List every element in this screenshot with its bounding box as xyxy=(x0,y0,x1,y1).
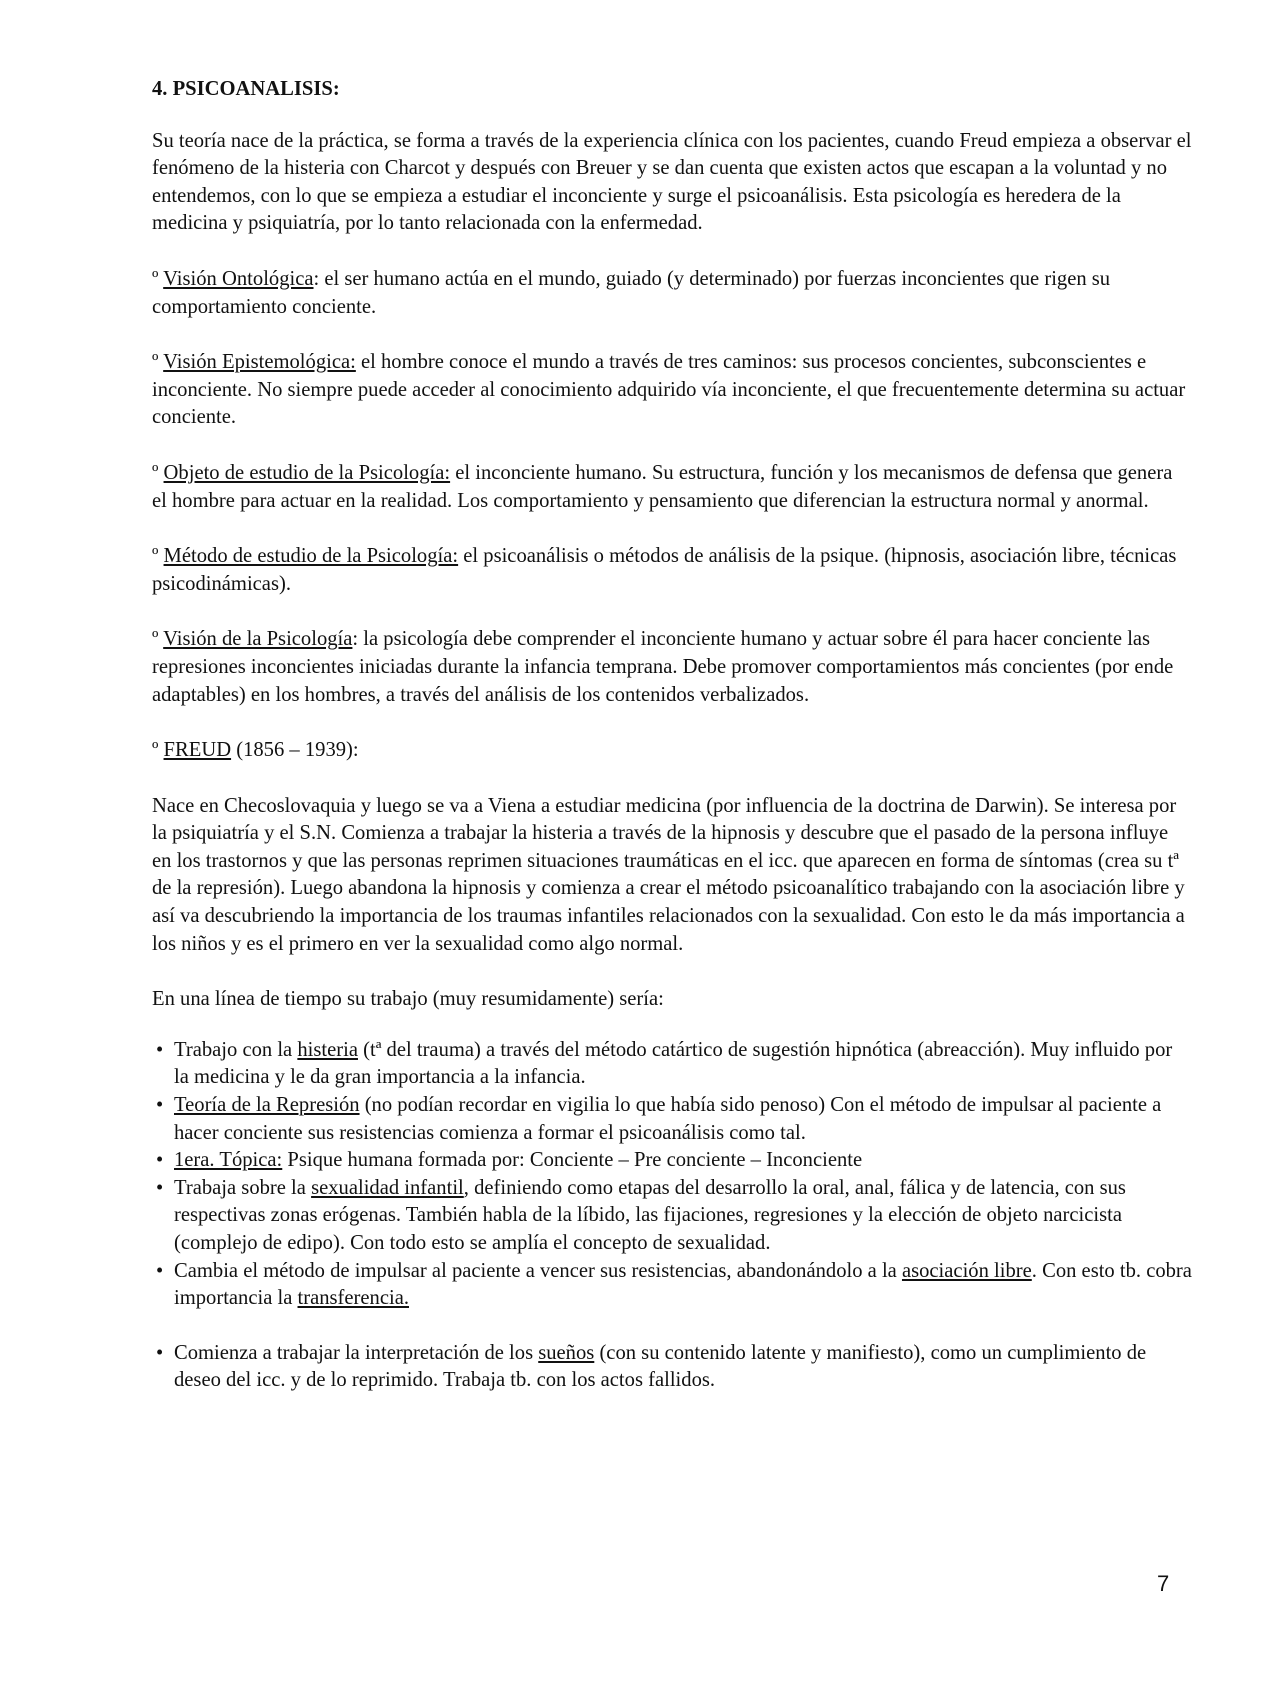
epistemological-view-text: el hombre conoce el mundo a través de tres caminos: sus procesos concientes, subconscientes e inconciente. No siempre puede acceder al conocimiento adquirido vía inconciente, el que frecuentemente determina su actuar conciente. xyxy=(152,351,1186,429)
bullet-icon: • xyxy=(156,1038,164,1061)
paragraph-marker: º xyxy=(152,267,164,290)
bullet-icon: • xyxy=(156,1149,164,1172)
ontological-view-label: Visión Ontológica xyxy=(163,267,314,290)
paragraph-marker: º xyxy=(152,739,164,762)
study-object-text: el inconciente humano. Su estructura, función y los mecanismos de defensa que genera el hombre para actuar en la realidad. Los comportamiento y pensamiento que diferencian la estructura normal y anormal. xyxy=(152,461,1173,512)
list-item-text: , definiendo como etapas del desarrollo la oral, anal, fálica y de latencia, con sus respectivas zonas erógenas. También habla de la líbido, las fijaciones, regresiones y la elección de objeto narcicista (complejo de edipo). Con todo esto se amplía el concepto de sexualidad. xyxy=(174,1176,1126,1254)
bullet-icon: • xyxy=(156,1341,164,1364)
psychology-view-label: Visión de la Psicología xyxy=(163,628,353,651)
list-item-text: Trabajo con la xyxy=(174,1038,298,1061)
list-item xyxy=(152,1037,1192,1092)
study-method-label: Método de estudio de la Psicología: xyxy=(163,545,459,568)
list-item-text: (con su contenido latente y manifiesto), como un cumplimiento de deseo del icc. y de lo reprimido. Trabaja tb. con los actos fallidos. xyxy=(174,1341,1147,1392)
section-title: 4. PSICOANALISIS: xyxy=(152,78,340,100)
list-item-underlined: transferencia. xyxy=(297,1287,409,1310)
list-item xyxy=(152,1340,1192,1395)
study-object-label: Objeto de estudio de la Psicología: xyxy=(163,461,451,484)
intro-paragraph: Su teoría nace de la práctica, se forma a través de la experiencia clínica con los pacientes, cuando Freud empieza a observar el fenómeno de la histeria con Charcot y después con Breuer y se dan cuenta que existen actos que escapan a la voluntad y no entendemos, con lo que se empieza a estudiar el inconciente y surge el psicoanálisis. Esta psicología es heredera de la medicina y psiquiatría, por lo tanto relacionada con la enfermedad. xyxy=(152,129,1192,235)
document-body xyxy=(152,76,1192,1395)
paragraph-marker: º xyxy=(152,628,164,651)
list-item-underlined: histeria xyxy=(297,1038,358,1061)
page-number: 7 xyxy=(1157,1571,1170,1596)
list-item-text: Cambia el método de impulsar al paciente a vencer sus resistencias, abandonándolo a la xyxy=(174,1259,902,1282)
list-item-text: (tª del trauma) a través del método catártico de sugestión hipnótica (abreacción). Muy influido por la medicina y le da gran importancia a la infancia. xyxy=(174,1038,1173,1089)
list-item-text: Trabaja sobre la xyxy=(174,1176,312,1199)
list-item-underlined: 1era. Tópica: xyxy=(174,1149,283,1172)
study-object-paragraph xyxy=(152,460,1192,515)
freud-heading xyxy=(152,737,1192,765)
freud-biography-paragraph: Nace en Checoslovaquia y luego se va a Viena a estudiar medicina (por influencia de la doctrina de Darwin). Se interesa por la psiquiatría y el S.N. Comienza a trabajar la histeria a través de la hipnosis y descubre que el pasado de la persona influye en los trastornos y que las personas reprimen situaciones traumáticas en el icc. que aparecen en forma de síntomas (crea su tª de la represión). Luego abandona la hipnosis y comienza a crear el método psicoanalítico trabajando con la asociación libre y así va descubriendo la importancia de los traumas infantiles relacionados con la sexualidad. Con esto le da más importancia a los niños y es el primero en ver la sexualidad como algo normal. xyxy=(152,794,1185,955)
paragraph-marker: º xyxy=(152,351,164,374)
bullet-icon: • xyxy=(156,1094,164,1117)
paragraph-marker: º xyxy=(152,545,164,568)
freud-dates: (1856 – 1939): xyxy=(231,739,359,762)
list-item-text: . Con esto tb. cobra importancia la xyxy=(174,1259,1192,1310)
epistemological-view-paragraph xyxy=(152,349,1192,432)
bullet-icon: • xyxy=(156,1176,164,1199)
freud-label: FREUD xyxy=(163,739,232,762)
psychology-view-text: : la psicología debe comprender el inconciente humano y actuar sobre él para hacer conciente las represiones inconcientes iniciadas durante la infancia temprana. Debe promover comportamientos más concientes (por ende adaptables) en los hombres, a través del análisis de los contenidos verbalizados. xyxy=(152,628,1174,706)
list-item xyxy=(152,1147,1192,1175)
list-item-text: Psique humana formada por: Conciente – Pre conciente – Inconciente xyxy=(282,1149,863,1172)
paragraph-marker: º xyxy=(152,461,164,484)
ontological-view-text: : el ser humano actúa en el mundo, guiado (y determinado) por fuerzas inconcientes que rigen su comportamiento conciente. xyxy=(152,267,1111,318)
list-item xyxy=(152,1092,1192,1147)
ontological-view-paragraph xyxy=(152,266,1192,321)
psychology-view-paragraph xyxy=(152,626,1192,709)
list-item-underlined: Teoría de la Represión xyxy=(174,1094,360,1117)
list-item xyxy=(152,1258,1192,1313)
study-method-text: el psicoanálisis o métodos de análisis de la psique. (hipnosis, asociación libre, técnicas psicodinámicas). xyxy=(152,545,1177,595)
epistemological-view-label: Visión Epistemológica: xyxy=(163,351,356,374)
list-item-underlined: sueños xyxy=(538,1341,595,1364)
list-item-underlined: sexualidad infantil xyxy=(311,1176,464,1199)
timeline-intro-paragraph: En una línea de tiempo su trabajo (muy resumidamente) sería: xyxy=(152,988,664,1011)
list-item-underlined: asociación libre xyxy=(901,1259,1032,1282)
timeline-list xyxy=(152,1037,1192,1395)
bullet-icon: • xyxy=(156,1259,164,1282)
list-item-text: (no podían recordar en vigilia lo que había sido penoso) Con el método de impulsar al paciente a hacer conciente sus resistencias comienza a formar el psicoanálisis como tal. xyxy=(174,1094,1162,1144)
list-item xyxy=(152,1175,1192,1258)
study-method-paragraph xyxy=(152,543,1192,598)
list-item-text: Comienza a trabajar la interpretación de los xyxy=(174,1341,539,1364)
